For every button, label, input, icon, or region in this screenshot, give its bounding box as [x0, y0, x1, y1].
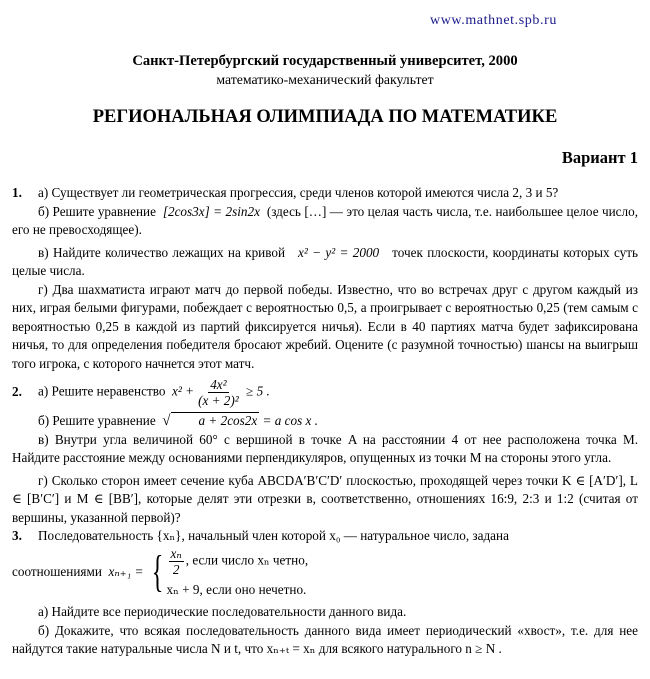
problem-3-intro-text: Последовательность {xₙ}, начальный член которой x₀ — натуральное число, задана — [38, 528, 509, 543]
problems-body — [12, 184, 638, 659]
problem-1-part-a — [12, 184, 638, 203]
problem-3-case-system — [147, 546, 308, 600]
case-list — [167, 546, 309, 600]
problem-2-b-lead: б) Решите уравнение — [38, 413, 156, 428]
problem-1-b-lead: б) Решите уравнение — [38, 203, 156, 219]
variant-label: Вариант 1 — [561, 148, 638, 167]
problem-2-b-radicand: a + 2cos2x — [171, 412, 260, 428]
problem-3-relation-label: соотношениями — [12, 564, 102, 579]
problem-3-number: 3. — [12, 528, 22, 543]
faculty-subheading: математико-механический факультет — [216, 72, 434, 87]
problem-2-a-rhs: ≥ 5 . — [246, 383, 270, 399]
problem-2-part-d: г) Сколько сторон имеет сечение куба ABCDA′B′C′D′ плоскостью, проходящей через точки K ∈ [A′D′], L ∈ [B′C′] и M ∈ [BB′], которые делят эти отрезки в, соответственно, отношениях 16:9, 2:3 и 1:2 (считая от вершины, указанной первой)? — [12, 472, 638, 525]
problem-2-a-denominator: (x + 2)² — [198, 393, 239, 408]
case-even-fraction — [169, 546, 184, 577]
problem-3-relation — [12, 546, 638, 600]
case-even-denominator: 2 — [172, 561, 180, 577]
problem-1-part-d: г) Два шахматиста играют матч до первой победы. Известно, что во встречах друг с другом каждый из них, играя белыми фигурами, побеждает с вероятностью 0,5, а проигрывает с вероятностью 0,25 (тем самым с вероятностью 0,25 в каждой из партий фиксируется ничья). Если в 40 партиях матча будет зафиксирована ничья, то для определения победителя бросают жребий. Оцените (с разумной точностью) шансы на выигрыш того игрока, с которого начнется этот матч. — [12, 281, 638, 371]
university-heading: Санкт-Петербургский государственный университет, 2000 — [132, 53, 518, 69]
problem-2-part-b — [12, 412, 638, 431]
left-brace-icon: { — [152, 547, 164, 597]
problem-2-number: 2. — [12, 383, 22, 399]
problem-1-a-text: а) Существует ли геометрическая прогрессия, среди членов которой имеются числа 2, 3 и 5? — [38, 185, 559, 200]
case-even-text: , если число xₙ четно, — [185, 552, 309, 568]
case-even — [167, 546, 309, 577]
radical-sign-icon: √ — [162, 413, 171, 429]
problem-1-c-tail: точек плоскости, координаты которых суть целые числа. — [12, 244, 638, 278]
problem-2-part-a — [12, 377, 638, 408]
problem-2-a-fraction — [196, 377, 241, 408]
problem-3-intro — [12, 527, 638, 546]
problem-2-a-lhs: x² + — [172, 383, 195, 399]
problem-1-b-tail: (здесь […] — это целая часть числа, т.е. наибольшее целое число, его не превосходящее). — [12, 203, 638, 237]
problem-1-c-formula: x² − y² = 2000 — [298, 244, 380, 260]
problem-3-part-a: а) Найдите все периодические последовательности данного вида. — [38, 604, 407, 619]
problem-1-b-formula: [2cos3x] = 2sin2x — [162, 203, 260, 219]
problem-1-part-b — [12, 203, 638, 240]
problem-2-a-lead: а) Решите неравенство — [38, 383, 166, 399]
site-url[interactable]: www.mathnet.spb.ru — [430, 13, 557, 28]
problem-1-number: 1. — [12, 185, 22, 200]
problem-1-part-c — [12, 244, 638, 281]
case-odd: xₙ + 9, если оно нечетно. — [166, 581, 307, 597]
olympiad-title: РЕГИОНАЛЬНАЯ ОЛИМПИАДА ПО МАТЕМАТИКЕ — [92, 107, 558, 127]
problem-2-b-rhs: = a cos x . — [262, 413, 318, 428]
case-even-numerator: xₙ — [170, 545, 182, 561]
problem-2-part-c: в) Внутри угла величиной 60° с вершиной в точке A на расстоянии 4 от нее расположена точка M. Найдите расстояние между основаниями перпендикуляров, опущенных из точки M на стороны этого угла. — [12, 431, 638, 465]
problem-3-part-b: б) Докажите, что всякая последовательность данного вида имеет периодический «хвост», т.е. для нее найдутся такие натуральные числа N и t, что xₙ₊ₜ = xₙ для всякого натурального n ≥ N . — [12, 622, 638, 656]
problem-3-relation-lhs: xₙ₊₁ = — [108, 564, 144, 579]
problem-1-c-lead: в) Найдите количество лежащих на кривой — [38, 244, 286, 260]
problem-2-a-numerator: 4x² — [210, 377, 227, 392]
